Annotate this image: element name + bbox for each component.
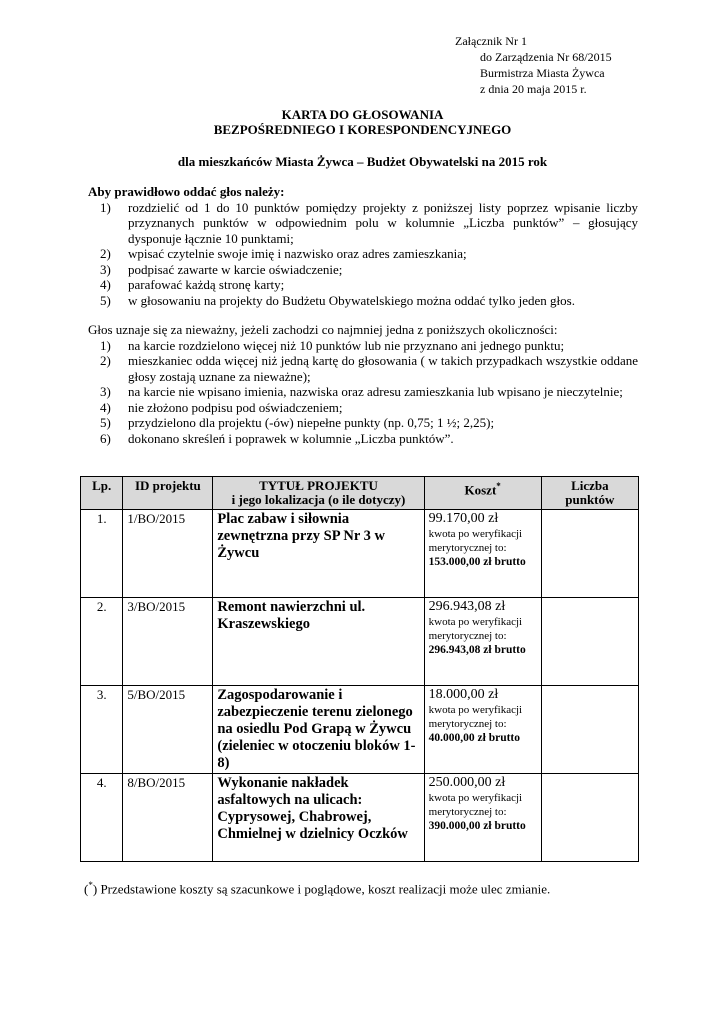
row-project-id: 1/BO/2015 [123,510,213,598]
row-cost: 18.000,00 zł [428,687,499,702]
invalid-vote-conditions [88,322,638,446]
table-row [81,686,639,774]
row-lp: 2. [81,598,123,686]
row-lp: 4. [81,774,123,862]
voting-instructions [88,184,638,308]
row-lp: 1. [81,510,123,598]
row-cost-note: kwota po weryfikacji merytorycznej to: [428,704,523,730]
list-item: 6) dokonano skreśleń i poprawek w kolumnie „Liczba punktów”. [100,430,454,446]
row-points-field[interactable] [541,774,638,862]
attachment-line-1: Załącznik Nr 1 [455,34,527,48]
footnote-text: Przedstawione koszty są szacunkowe i poglądowe, koszt realizacji może ulec zmianie. [97,881,551,897]
list-item: 2) wpisać czytelnie swoje imię i nazwisko oraz adres zamieszkania; [100,246,467,261]
attachment-line-4: z dnia 20 maja 2015 r. [480,82,587,96]
list-item: 1) rozdzielić od 1 do 10 punktów pomiędzy projekty z poniższej listy poprzez wpisanie liczby przyznanych punktów w odpowiednim polu w kolumnie „Liczba punktów” – głosujący dysponuje łącznie 10 punktami; [100,199,638,246]
invalid-list [88,338,638,447]
table-row [81,598,639,686]
header-lp: Lp. [81,477,123,510]
list-item: 1) na karcie rozdzielono więcej niż 10 punktów lub nie przyznano ani jednego punktu; [100,337,565,353]
header-cost: Koszt* [424,477,541,510]
instructions-list [88,200,638,309]
cost-footnote: (*) Przedstawione koszty są szacunkowe i poglądowe, koszt realizacji może ulec zmianie. [84,880,551,897]
row-verified-cost: 390.000,00 zł brutto [428,820,526,832]
attachment-line-3: Burmistrza Miasta Żywca [480,66,605,80]
row-points-field[interactable] [541,598,638,686]
row-project-id: 3/BO/2015 [123,598,213,686]
instructions-heading: Aby prawidłowo oddać głos należy: [88,184,285,199]
list-item: 5) przydzielono dla projektu (-ów) niepełne punkty (np. 0,75; 1 ½; 2,25); [100,415,495,430]
row-project-id: 8/BO/2015 [123,774,213,862]
attachment-line-2: do Zarządzenia Nr 68/2015 [480,50,612,64]
row-project-title: Wykonanie nakładek asfaltowych na ulicach: Cyprysowej, Chabrowej, Chmielnej w dzielnicy Oczków [217,775,408,842]
header-points: Liczba punktów [541,477,638,510]
row-project-title: Remont nawierzchni ul. Kraszewskiego [217,599,366,632]
header-id: ID projektu [123,477,213,510]
row-lp: 3. [81,686,123,774]
row-points-field[interactable] [541,510,638,598]
row-cost: 99.170,00 zł [428,511,499,526]
row-cost-note: kwota po weryfikacji merytorycznej to: [428,528,523,554]
row-cost: 296.943,08 zł [428,599,506,614]
list-item: 4) parafować każdą stronę karty; [100,277,285,292]
list-item: 3) na karcie nie wpisano imienia, nazwiska oraz adresu zamieszkania lub wpisano je nieczytelnie; [100,384,623,399]
row-project-id: 5/BO/2015 [123,686,213,774]
row-cost-note: kwota po weryfikacji merytorycznej to: [428,792,523,818]
list-item: 4) nie złożono podpisu pod oświadczeniem; [100,399,343,415]
row-verified-cost: 296.943,08 zł brutto [428,644,526,656]
document-title-line-2: BEZPOŚREDNIEGO I KORESPONDENCYJNEGO [213,122,512,137]
list-item: 3) podpisać zawarte w karcie oświadczenie; [100,261,343,277]
invalid-heading: Głos uznaje się za nieważny, jeżeli zachodzi co najmniej jedna z poniższych okoliczności: [88,322,558,337]
header-title: TYTUŁ PROJEKTU i jego lokalizacja (o ile dotyczy) [213,477,424,510]
row-verified-cost: 40.000,00 zł brutto [428,732,520,744]
row-project-title: Zagospodarowanie i zabezpieczenie terenu zielonego na osiedlu Pod Grapą w Żywcu (zieleniec w otoczeniu bloków 1-8) [217,687,416,771]
row-verified-cost: 153.000,00 zł brutto [428,556,526,568]
row-cost-note: kwota po weryfikacji merytorycznej to: [428,616,523,642]
document-title-line-1: KARTA DO GŁOSOWANIA [281,107,444,122]
footnote-asterisk: * [88,880,93,890]
table-row [81,510,639,598]
cost-asterisk: * [496,481,501,491]
attachment-header [455,33,612,97]
table-header-row [81,477,639,510]
list-item: 5) w głosowaniu na projekty do Budżetu Obywatelskiego można oddać tylko jeden głos. [100,292,575,308]
table-row [81,774,639,862]
list-item: 2) mieszkaniec odda więcej niż jedną kartę do głosowania ( w takich przypadkach wszystkie oddane głosy zostają uznane za nieważne); [100,353,638,384]
document-subtitle: dla mieszkańców Miasta Żywca – Budżet Obywatelski na 2015 rok [177,154,548,169]
projects-table [80,476,639,862]
row-cost: 250.000,00 zł [428,775,506,790]
row-project-title: Plac zabaw i siłownia zewnętrzna przy SP Nr 3 w Żywcu [217,511,386,561]
row-points-field[interactable] [541,686,638,774]
